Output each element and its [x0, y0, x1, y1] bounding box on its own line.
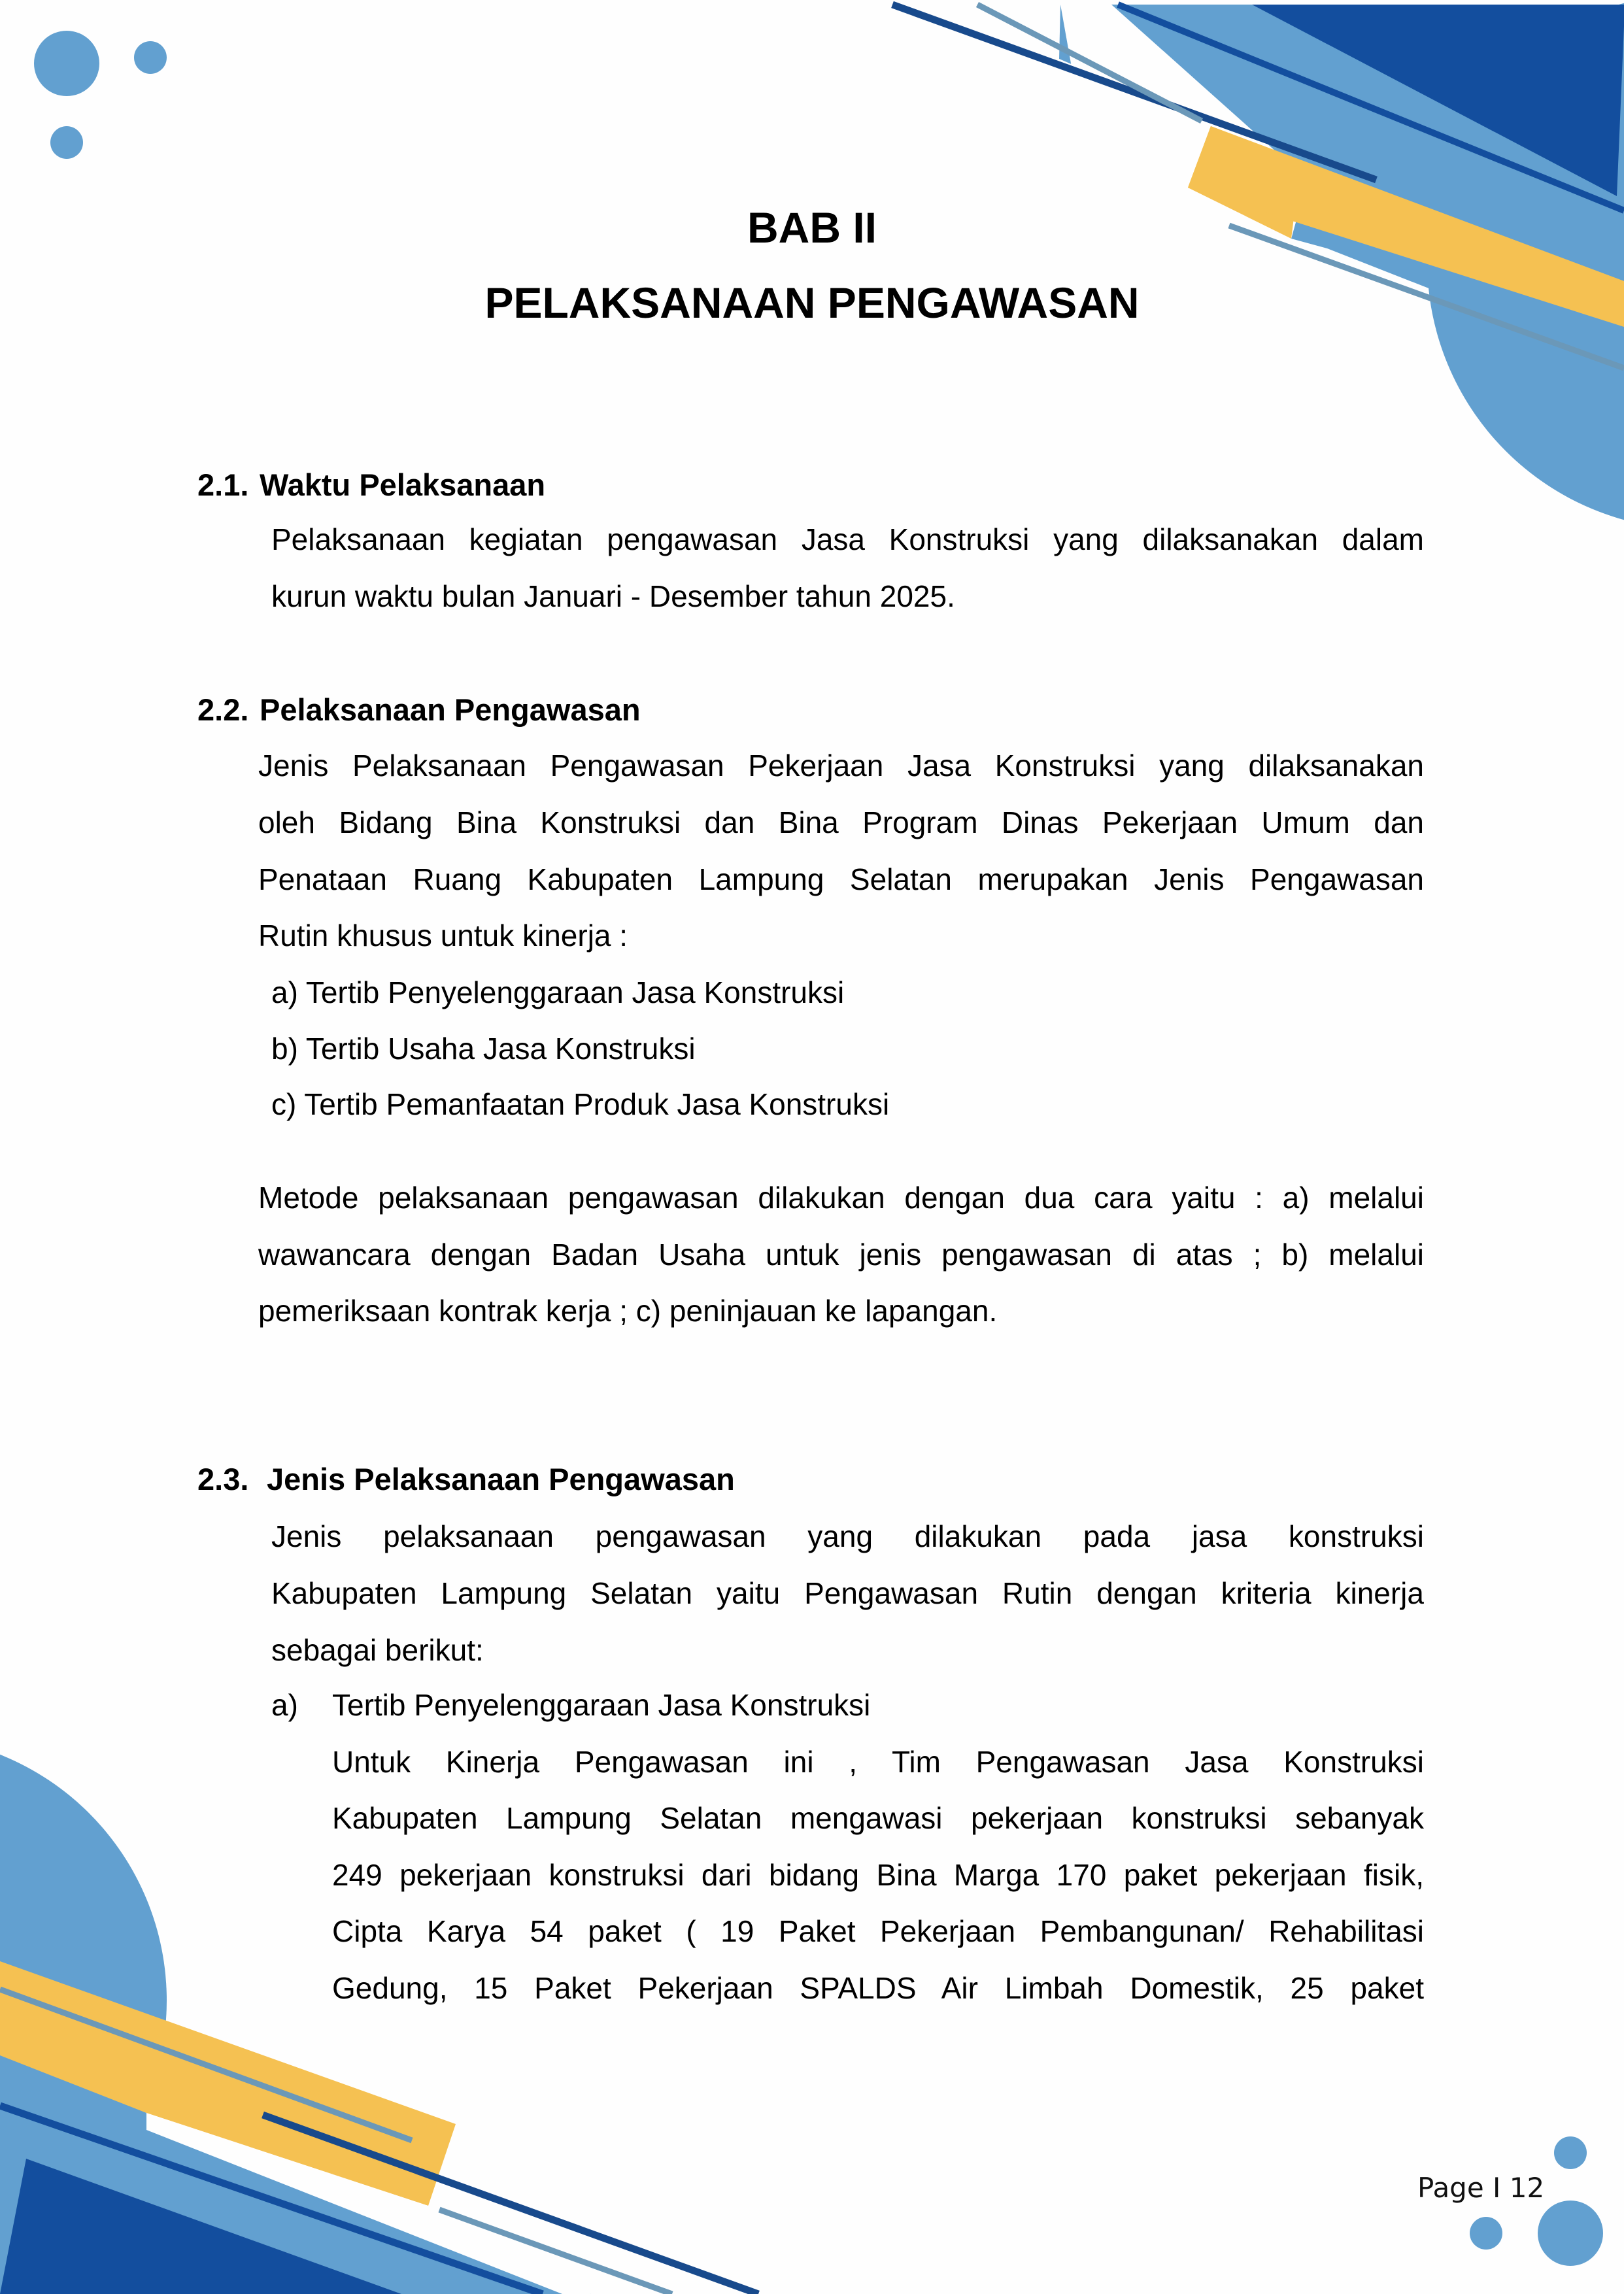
paragraph-line: sebagai berikut:	[271, 1633, 484, 1667]
chapter-number: BAB II	[747, 203, 877, 252]
paragraph-line: oleh Bidang Bina Konstruksi dan Bina Program Dinas Pekerjaan Umum dan	[258, 805, 1424, 839]
paragraph-line: 249 pekerjaan konstruksi dari bidang Bina Marga 170 paket pekerjaan fisik,	[332, 1858, 1424, 1892]
section-number: 2.2.	[197, 692, 249, 727]
decor-dot-icon	[1470, 2217, 1502, 2250]
decor-dot-icon	[1538, 2201, 1603, 2266]
paragraph-line: Rutin khusus untuk kinerja :	[258, 919, 628, 953]
section-title: Pelaksanaan Pengawasan	[260, 692, 641, 727]
list-marker: a)	[271, 1688, 298, 1722]
page-number: Page I 12	[1417, 2172, 1545, 2204]
paragraph-line: Jenis Pelaksanaan Pengawasan Pekerjaan Jasa Konstruksi yang dilaksanakan	[258, 749, 1424, 783]
decor-dot-icon	[134, 41, 167, 74]
section-title: Waktu Pelaksanaan	[260, 467, 546, 502]
decor-dot-icon	[50, 126, 83, 159]
paragraph-line: pemeriksaan kontrak kerja ; c) peninjauan ke lapangan.	[258, 1294, 998, 1328]
section-heading-2-2	[197, 694, 641, 725]
chapter-title: PELAKSANAAN PENGAWASAN	[484, 278, 1140, 327]
section-heading-2-3	[197, 1464, 735, 1494]
list-item: b) Tertib Usaha Jasa Konstruksi	[271, 1032, 696, 1066]
paragraph-line: wawancara dengan Badan Usaha untuk jenis pengawasan di atas ; b) melalui	[258, 1238, 1424, 1272]
paragraph-line: Pelaksanaan kegiatan pengawasan Jasa Konstruksi yang dilaksanakan dalam	[271, 522, 1424, 556]
decor-dot-icon	[1554, 2136, 1587, 2169]
list-item: c) Tertib Pemanfaatan Produk Jasa Konstruksi	[271, 1087, 890, 1121]
paragraph-line: Gedung, 15 Paket Pekerjaan SPALDS Air Limbah Domestik, 25 paket	[332, 1971, 1424, 2005]
paragraph-line: Kabupaten Lampung Selatan yaitu Pengawasan Rutin dengan kriteria kinerja	[271, 1576, 1424, 1610]
section-title: Jenis Pelaksanaan Pengawasan	[267, 1462, 735, 1496]
section-number: 2.1.	[197, 467, 249, 502]
section-heading-2-1	[197, 469, 545, 500]
paragraph-line: Penataan Ruang Kabupaten Lampung Selatan merupakan Jenis Pengawasan	[258, 862, 1424, 896]
paragraph-line: kurun waktu bulan Januari - Desember tahun 2025.	[271, 579, 955, 613]
list-item: a) Tertib Penyelenggaraan Jasa Konstruksi	[271, 975, 845, 1009]
list-item-title: Tertib Penyelenggaraan Jasa Konstruksi	[332, 1688, 871, 1722]
paragraph-line: Cipta Karya 54 paket ( 19 Paket Pekerjaan Pembangunan/ Rehabilitasi	[332, 1914, 1424, 1948]
paragraph-line: Jenis pelaksanaan pengawasan yang dilakukan pada jasa konstruksi	[271, 1519, 1424, 1553]
paragraph-line: Metode pelaksanaan pengawasan dilakukan dengan dua cara yaitu : a) melalui	[258, 1181, 1424, 1215]
paragraph-line: Kabupaten Lampung Selatan mengawasi pekerjaan konstruksi sebanyak	[332, 1801, 1424, 1835]
decor-dot-icon	[34, 31, 99, 96]
paragraph-line: Untuk Kinerja Pengawasan ini , Tim Pengawasan Jasa Konstruksi	[332, 1745, 1424, 1779]
section-number: 2.3.	[197, 1462, 249, 1496]
